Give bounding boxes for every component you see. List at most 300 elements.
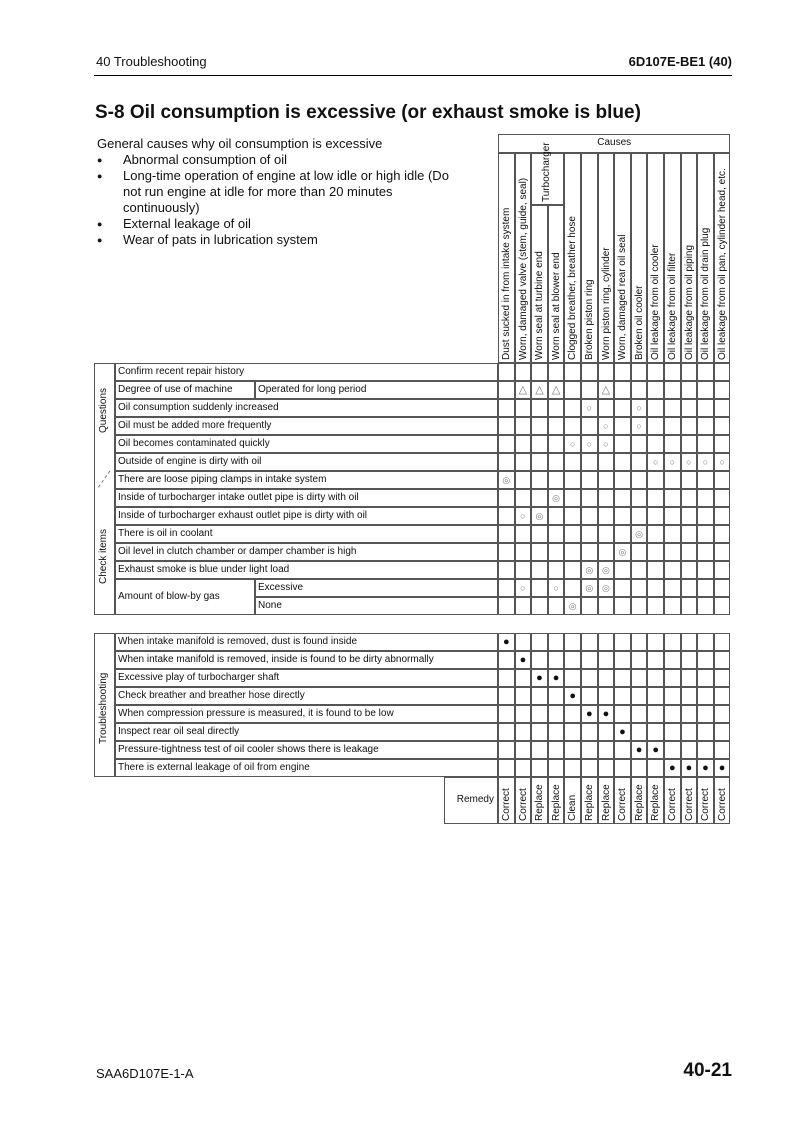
matrix-cell — [515, 525, 532, 543]
matrix-cell — [515, 435, 532, 453]
matrix-cell — [647, 471, 664, 489]
page-number: 40-21 — [683, 1060, 732, 1081]
matrix-cell — [598, 687, 615, 705]
row-label: Oil level in clutch chamber or damper chamber is high — [118, 546, 357, 557]
matrix-cell — [548, 363, 565, 381]
cause-label: Oil leakage from oil filter — [667, 252, 678, 360]
matrix-cell — [697, 507, 714, 525]
matrix-cell — [681, 561, 698, 579]
cause-label: Broken oil cooler — [633, 285, 645, 360]
matrix-cell — [564, 381, 581, 399]
matrix-cell — [681, 525, 698, 543]
cause-mark: ◎ — [601, 565, 610, 575]
matrix-cell — [531, 741, 548, 759]
matrix-cell — [681, 417, 698, 435]
matrix-cell — [548, 417, 565, 435]
matrix-cell — [515, 471, 532, 489]
matrix-cell — [515, 633, 532, 651]
matrix-cell — [647, 507, 664, 525]
matrix-cell — [515, 561, 532, 579]
matrix-cell — [515, 705, 532, 723]
matrix-cell — [614, 651, 631, 669]
header-rule — [94, 75, 732, 76]
causes-title: Causes — [597, 137, 632, 148]
matrix-cell — [714, 597, 731, 615]
matrix-cell — [714, 669, 731, 687]
matrix-cell — [647, 687, 664, 705]
matrix-cell — [697, 489, 714, 507]
ts-row-label: Check breather and breather hose directly — [118, 690, 305, 701]
cause-mark: ○ — [569, 439, 576, 449]
remedy-value: Replace — [550, 784, 562, 821]
matrix-cell — [614, 471, 631, 489]
intro-bullet: ● Wear of pats in lubrication system — [97, 232, 497, 248]
matrix-cell — [631, 759, 648, 777]
matrix-cell — [531, 687, 548, 705]
matrix-cell — [498, 399, 515, 417]
matrix-cell — [531, 597, 548, 615]
cause-label: Worn piston ring, cylinder — [600, 247, 612, 360]
matrix-cell — [598, 669, 615, 687]
matrix-cell — [681, 597, 698, 615]
matrix-cell — [697, 633, 714, 651]
matrix-cell — [714, 417, 731, 435]
matrix-cell — [647, 597, 664, 615]
matrix-cell — [714, 741, 731, 759]
matrix-cell — [581, 687, 598, 705]
troubleshooting-mark: ● — [635, 744, 643, 756]
matrix-cell — [614, 741, 631, 759]
row-sub-label: Excessive — [258, 582, 304, 593]
matrix-cell — [697, 651, 714, 669]
cause-label: Worn, damaged rear oil seal — [617, 234, 629, 360]
matrix-cell — [697, 381, 714, 399]
matrix-cell — [631, 723, 648, 741]
matrix-cell — [631, 687, 648, 705]
matrix-cell — [664, 705, 681, 723]
matrix-cell — [548, 759, 565, 777]
matrix-cell — [498, 669, 515, 687]
cause-mark: △ — [601, 384, 611, 396]
intro-heading: General causes why oil consumption is excessive — [97, 136, 383, 151]
matrix-cell — [697, 417, 714, 435]
row-sub-label: Operated for long period — [258, 384, 367, 395]
matrix-cell — [581, 597, 598, 615]
cause-mark: ○ — [652, 457, 659, 467]
matrix-cell — [548, 651, 565, 669]
matrix-cell — [697, 561, 714, 579]
matrix-cell — [664, 381, 681, 399]
matrix-cell — [564, 669, 581, 687]
matrix-cell — [598, 399, 615, 417]
matrix-cell — [598, 543, 615, 561]
matrix-cell — [631, 669, 648, 687]
matrix-cell — [581, 417, 598, 435]
remedy-value: Replace — [600, 784, 612, 821]
matrix-cell — [614, 525, 631, 543]
cause-mark: ◎ — [552, 493, 561, 503]
matrix-cell — [631, 633, 648, 651]
matrix-cell — [498, 597, 515, 615]
matrix-cell — [581, 381, 598, 399]
matrix-cell — [714, 363, 731, 381]
matrix-cell — [548, 633, 565, 651]
matrix-cell — [664, 651, 681, 669]
row-label: Degree of use of machine — [118, 384, 233, 395]
matrix-cell — [498, 705, 515, 723]
matrix-cell — [681, 669, 698, 687]
remedy-value: Replace — [584, 784, 595, 821]
cause-label: Broken piston ring — [584, 279, 595, 360]
matrix-cell — [598, 651, 615, 669]
row-label: Oil becomes contaminated quickly — [118, 438, 270, 449]
cause-mark: ◎ — [535, 511, 544, 521]
matrix-cell — [498, 543, 515, 561]
matrix-cell — [714, 399, 731, 417]
matrix-cell — [515, 543, 532, 561]
matrix-cell — [531, 435, 548, 453]
matrix-cell — [581, 453, 598, 471]
matrix-cell — [681, 471, 698, 489]
matrix-cell — [598, 471, 615, 489]
matrix-cell — [614, 435, 631, 453]
matrix-cell — [548, 525, 565, 543]
cause-mark: ○ — [553, 583, 559, 593]
row-label: Oil consumption suddenly increased — [118, 402, 279, 413]
matrix-cell — [614, 507, 631, 525]
cause-mark: ○ — [669, 457, 676, 467]
cause-mark: ○ — [636, 403, 642, 413]
matrix-cell — [515, 723, 532, 741]
ts-row-label: There is external leakage of oil from engine — [118, 762, 310, 773]
matrix-cell — [631, 597, 648, 615]
matrix-cell — [647, 633, 664, 651]
matrix-cell — [531, 651, 548, 669]
matrix-cell — [664, 579, 681, 597]
troubleshooting-mark: ● — [652, 744, 660, 756]
matrix-cell — [531, 759, 548, 777]
matrix-cell — [548, 705, 565, 723]
ts-row-label: Inspect rear oil seal directly — [118, 726, 240, 737]
header-doc-code: 6D107E-BE1 (40) — [628, 54, 732, 69]
matrix-cell — [598, 723, 615, 741]
matrix-cell — [614, 759, 631, 777]
matrix-cell — [498, 363, 515, 381]
row-label: There is oil in coolant — [118, 528, 213, 539]
matrix-cell — [498, 723, 515, 741]
remedy-value: Correct — [617, 788, 629, 821]
matrix-cell — [564, 471, 581, 489]
matrix-cell — [614, 381, 631, 399]
troubleshooting-mark: ● — [519, 654, 527, 666]
questions-label: Questions — [98, 387, 109, 433]
remedy-value: Correct — [716, 788, 728, 821]
matrix-cell — [581, 723, 598, 741]
matrix-cell — [515, 687, 532, 705]
matrix-cell — [647, 525, 664, 543]
matrix-cell — [614, 633, 631, 651]
matrix-cell — [697, 363, 714, 381]
cause-mark: ○ — [686, 457, 692, 467]
matrix-cell — [697, 687, 714, 705]
remedy-value: Correct — [667, 788, 678, 821]
matrix-cell — [631, 579, 648, 597]
matrix-cell — [714, 381, 731, 399]
matrix-cell — [531, 543, 548, 561]
matrix-cell — [631, 471, 648, 489]
matrix-cell — [647, 543, 664, 561]
matrix-cell — [598, 525, 615, 543]
matrix-cell — [515, 399, 532, 417]
matrix-cell — [515, 597, 532, 615]
matrix-cell — [581, 651, 598, 669]
matrix-cell — [498, 381, 515, 399]
matrix-cell — [647, 435, 664, 453]
troubleshooting-mark: ● — [685, 762, 693, 774]
matrix-cell — [647, 651, 664, 669]
matrix-cell — [498, 579, 515, 597]
matrix-cell — [614, 417, 631, 435]
matrix-cell — [631, 435, 648, 453]
matrix-cell — [531, 705, 548, 723]
matrix-cell — [531, 453, 548, 471]
matrix-cell — [564, 741, 581, 759]
matrix-cell — [614, 597, 631, 615]
matrix-cell — [564, 525, 581, 543]
remedy-value: Correct — [501, 788, 512, 821]
matrix-cell — [714, 723, 731, 741]
cause-mark: ○ — [603, 421, 609, 431]
cause-mark: ◎ — [502, 475, 511, 485]
row-sub-label: None — [258, 600, 282, 611]
intro-bullet: ● External leakage of oil — [97, 216, 497, 232]
intro-block — [97, 136, 497, 248]
matrix-cell — [548, 723, 565, 741]
ts-row-label: Pressure-tightness test of oil cooler shows there is leakage — [118, 744, 379, 755]
matrix-cell — [714, 687, 731, 705]
matrix-cell — [697, 543, 714, 561]
matrix-cell — [548, 453, 565, 471]
cause-mark: ○ — [719, 457, 725, 467]
matrix-cell — [664, 687, 681, 705]
matrix-cell — [498, 525, 515, 543]
row-label: There are loose piping clamps in intake system — [118, 474, 327, 485]
row-sub-cell — [255, 597, 498, 615]
matrix-cell — [697, 723, 714, 741]
matrix-cell — [664, 633, 681, 651]
matrix-cell — [548, 471, 565, 489]
cause-mark: △ — [518, 384, 528, 396]
matrix-cell — [581, 669, 598, 687]
cause-mark: ◎ — [585, 565, 594, 575]
matrix-cell — [564, 723, 581, 741]
matrix-cell — [681, 435, 698, 453]
ts-row-label: Excessive play of turbocharger shaft — [118, 672, 280, 683]
matrix-cell — [564, 399, 581, 417]
page-title: S-8 Oil consumption is excessive (or exhaust smoke is blue) — [95, 102, 641, 123]
cause-mark: ◎ — [568, 601, 577, 611]
matrix-cell — [681, 651, 698, 669]
matrix-cell — [564, 579, 581, 597]
matrix-cell — [531, 471, 548, 489]
matrix-cell — [564, 759, 581, 777]
intro-bullet: ● Long-time operation of engine at low idle or high idle (Do not run engine at idle for more than 20 minutes continuously) — [97, 168, 453, 216]
row-label: Inside of turbocharger intake outlet pipe is dirty with oil — [118, 492, 359, 503]
matrix-cell — [548, 741, 565, 759]
matrix-cell — [548, 687, 565, 705]
cause-mark: △ — [551, 384, 561, 396]
cause-mark: ◎ — [635, 529, 644, 539]
cause-label: Oil leakage from oil cooler — [650, 244, 662, 360]
matrix-cell — [664, 507, 681, 525]
matrix-cell — [631, 561, 648, 579]
matrix-cell — [598, 489, 615, 507]
cause-label: Oil leakage from oil drain plug — [700, 227, 712, 360]
matrix-cell — [515, 759, 532, 777]
matrix-cell — [598, 759, 615, 777]
cause-mark: ◎ — [618, 547, 627, 557]
matrix-cell — [681, 381, 698, 399]
matrix-cell — [631, 381, 648, 399]
remedy-value: Correct — [700, 788, 712, 821]
matrix-cell — [548, 561, 565, 579]
row-label: Amount of blow-by gas — [118, 591, 220, 602]
matrix-cell — [714, 651, 731, 669]
cause-label: Clogged breather, breather hose — [567, 216, 579, 360]
cause-mark: △ — [535, 384, 544, 396]
matrix-cell — [681, 687, 698, 705]
matrix-cell — [614, 399, 631, 417]
matrix-cell — [664, 435, 681, 453]
matrix-cell — [531, 363, 548, 381]
matrix-cell — [498, 489, 515, 507]
row-label: Outside of engine is dirty with oil — [118, 456, 262, 467]
matrix-cell — [498, 435, 515, 453]
matrix-cell — [531, 525, 548, 543]
troubleshooting-mark: ● — [536, 672, 543, 684]
troubleshooting-mark: ● — [619, 726, 626, 738]
matrix-cell — [564, 489, 581, 507]
matrix-cell — [598, 597, 615, 615]
matrix-cell — [664, 471, 681, 489]
matrix-cell — [647, 363, 664, 381]
matrix-cell — [631, 651, 648, 669]
matrix-cell — [564, 561, 581, 579]
matrix-cell — [697, 471, 714, 489]
matrix-cell — [581, 507, 598, 525]
matrix-cell — [598, 453, 615, 471]
cause-mark: ○ — [586, 439, 593, 449]
matrix-cell — [697, 669, 714, 687]
remedy-value: Replace — [650, 784, 662, 821]
matrix-cell — [714, 543, 731, 561]
matrix-cell — [548, 543, 565, 561]
matrix-cell — [697, 579, 714, 597]
ts-row-label: When compression pressure is measured, it is found to be low — [118, 708, 394, 719]
matrix-cell — [564, 417, 581, 435]
matrix-cell — [697, 741, 714, 759]
matrix-cell — [531, 561, 548, 579]
cause-mark: ○ — [586, 403, 593, 413]
matrix-cell — [681, 363, 698, 381]
cause-label: Worn, damaged valve (stem, guide, seal) — [517, 177, 529, 360]
ts-row-label: When intake manifold is removed, inside is found to be dirty abnormally — [118, 654, 434, 665]
row-label: Exhaust smoke is blue under light load — [118, 564, 290, 575]
matrix-cell — [515, 489, 532, 507]
matrix-cell — [581, 525, 598, 543]
cause-mark: ○ — [636, 421, 642, 431]
matrix-cell — [697, 597, 714, 615]
matrix-cell — [564, 633, 581, 651]
matrix-cell — [664, 543, 681, 561]
matrix-cell — [581, 363, 598, 381]
matrix-cell — [714, 471, 731, 489]
matrix-cell — [564, 453, 581, 471]
matrix-cell — [714, 435, 731, 453]
matrix-cell — [548, 597, 565, 615]
matrix-cell — [664, 417, 681, 435]
matrix-cell — [664, 363, 681, 381]
troubleshooting-mark: ● — [668, 762, 676, 774]
matrix-cell — [681, 489, 698, 507]
matrix-cell — [564, 507, 581, 525]
matrix-cell — [548, 507, 565, 525]
matrix-cell — [681, 507, 698, 525]
matrix-cell — [531, 633, 548, 651]
matrix-cell — [664, 723, 681, 741]
matrix-cell — [515, 363, 532, 381]
matrix-cell — [681, 633, 698, 651]
matrix-cell — [664, 669, 681, 687]
matrix-cell — [614, 579, 631, 597]
remedy-value: Correct — [517, 788, 529, 821]
intro-bullet: ● Abnormal consumption of oil — [97, 152, 497, 168]
cause-mark: ◎ — [585, 583, 594, 593]
matrix-cell — [531, 489, 548, 507]
cause-mark: ○ — [520, 511, 526, 521]
matrix-cell — [664, 741, 681, 759]
matrix-cell — [647, 381, 664, 399]
matrix-cell — [548, 399, 565, 417]
matrix-cell — [515, 417, 532, 435]
matrix-cell — [498, 507, 515, 525]
matrix-cell — [531, 579, 548, 597]
matrix-cell — [614, 669, 631, 687]
matrix-cell — [614, 453, 631, 471]
matrix-cell — [598, 507, 615, 525]
troubleshooting-mark: ● — [569, 690, 577, 702]
matrix-cell — [498, 741, 515, 759]
matrix-cell — [647, 561, 664, 579]
troubleshooting-mark: ● — [718, 762, 726, 774]
matrix-cell — [564, 705, 581, 723]
troubleshooting-mark: ● — [702, 762, 709, 774]
matrix-cell — [581, 741, 598, 759]
header-section: 40 Troubleshooting — [96, 54, 207, 69]
matrix-cell — [714, 579, 731, 597]
matrix-cell — [681, 579, 698, 597]
matrix-cell — [714, 561, 731, 579]
matrix-cell — [681, 723, 698, 741]
footer-model: SAA6D107E-1-A — [96, 1066, 194, 1081]
matrix-cell — [564, 651, 581, 669]
ts-row-label: When intake manifold is removed, dust is found inside — [118, 636, 358, 647]
matrix-cell — [531, 417, 548, 435]
matrix-cell — [647, 759, 664, 777]
troubleshooting-mark: ● — [602, 708, 610, 720]
matrix-cell — [581, 489, 598, 507]
matrix-cell — [647, 417, 664, 435]
